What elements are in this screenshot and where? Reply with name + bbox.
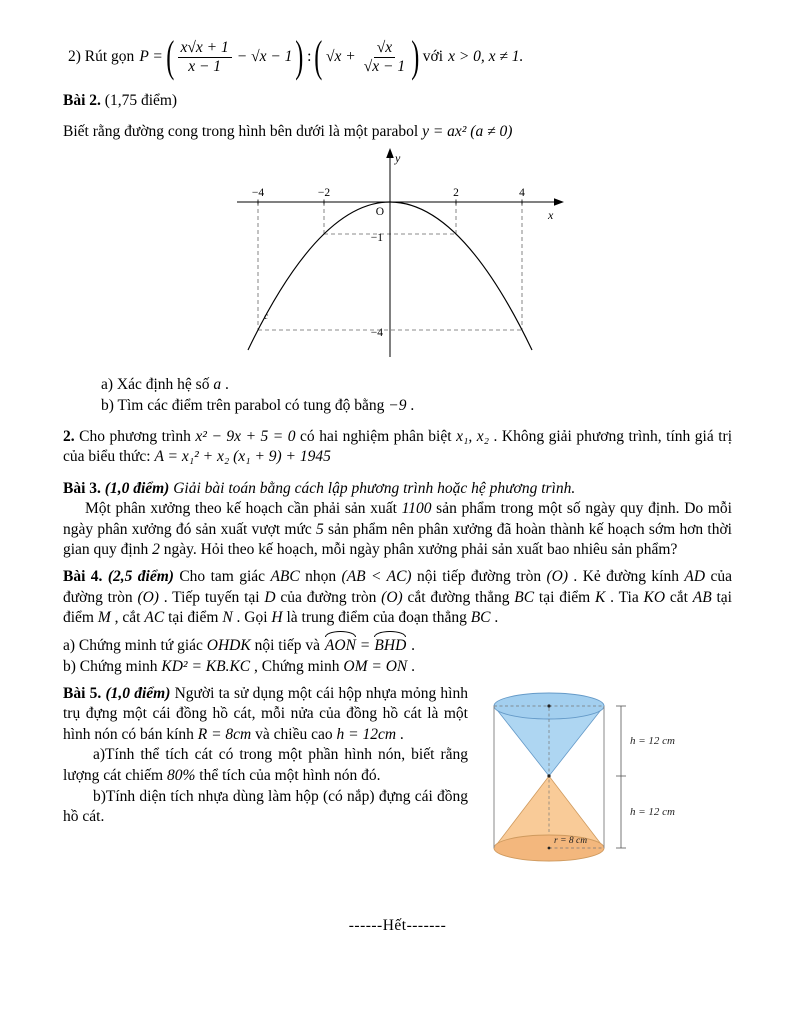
sqrt-plus-term: √x + [326,48,356,65]
hourglass-figure [484,686,694,883]
text-run: sản phẩm trong một số ngày quy định. Do mỗi ngày phân xưởng đó sản xuất vượt mức [63,500,732,538]
text-run: OHDK [206,636,251,654]
text-run: BHD [373,635,407,656]
text-run: M [97,609,111,627]
height-label-top: h = 12 cm [630,734,675,747]
text-run: . [406,397,415,415]
minus-sqrt-term: − √x − 1 [236,48,293,65]
x-tick-label: 4 [519,186,525,199]
fraction-2-denominator: √x − 1 [363,57,406,75]
text-run: có hai nghiệm phân biệt [295,427,457,445]
text-run: . [221,375,229,393]
bai2-part-b [101,395,732,416]
hourglass-diagram [484,686,694,878]
bottom-center-dot [548,846,551,849]
x-tick-label: 2 [453,186,459,199]
text-run: OM = ON [343,658,408,676]
text-run: . Tiếp tuyến tại [158,588,265,606]
text-run: của đường tròn [275,588,382,606]
text-run: . Gọi [232,609,272,627]
fraction-1 [178,39,232,76]
text-run: Bài 3. [63,479,105,497]
text-run: cắt đường thẳng [402,588,515,606]
text-run: (1,0 điểm) [104,479,174,497]
text-run: (O) [137,588,159,606]
text-run: ngày. Hỏi theo kế hoạch, mỗi ngày phân xưởng phải sản xuất bao nhiêu sản phẩm? [159,541,678,559]
text-run: nội tiếp đường tròn [411,567,547,585]
text-run: KD² = KB.KC [161,658,251,676]
text-run: . [396,725,404,743]
text-run: −9 [388,397,407,415]
problem-simplify-expression [68,30,732,84]
text-run: , cắt [110,609,145,627]
simplify-prefix: 2) Rút gọn [68,48,135,65]
text-run: b) Tìm các điểm trên parabol có tung độ bằng [101,397,389,415]
text-run: 2 [152,541,160,559]
text-run: . [407,636,416,654]
x-tick-label: −2 [317,186,331,199]
close-paren: ) [411,32,420,82]
text-run: h = 12cm [336,725,397,743]
text-run: (O) [381,588,403,606]
radius-label: r = 8 cm [554,835,588,846]
end-marker: ------Hết------- [348,916,447,934]
text-run: b) Chứng minh [63,658,162,676]
parabola-figure [225,147,570,366]
text-run: R = 8cm [197,725,252,743]
text-run: N [222,609,233,627]
text-run: AD [684,567,706,585]
x-axis-label: x [548,207,554,222]
formula-p-equals: P = [139,48,163,65]
text-run: H [271,609,283,627]
dimension-lines [616,706,626,848]
text-run: nội tiếp và [250,636,324,654]
text-run: sản phẩm nên phân xưởng đã hoàn thành kế hoạch sớm hơn thời gian quy định [63,520,732,559]
close-paren: ) [295,32,304,82]
fraction-1-numerator: x√x + 1 [178,39,232,58]
text-run: tại điểm [164,609,223,627]
text-run: BC [470,609,491,627]
text-run: Người ta sử dụng một cái hộp nhựa mỏng hình trụ đựng một cái đồng hồ cát, mỗi nửa của đồng hồ cát là một hình nón có bán kính [63,684,468,743]
text-run: tại điểm [534,588,596,606]
text-run: . Kẻ đường kính [568,567,685,585]
text-run: KO [643,588,666,606]
text-run: Một phân xưởng theo kế hoạch cần phải sản xuất [85,500,402,518]
text-run: của đường tròn [63,567,732,606]
text-run: tại điểm [63,588,732,627]
bai2-heading [63,90,732,111]
bai4-body [63,567,732,629]
text-run: a [213,375,222,393]
text-run: (2,5 điểm) [107,567,180,585]
text-run: b)Tính diện tích nhựa dùng làm hộp (có nắp) đựng cái đồng hồ cát. [63,787,468,826]
condition-math: x > 0, x ≠ 1. [448,48,524,65]
origin-label: O [375,205,384,218]
text-run: . [490,609,499,627]
bai2-question-2 [63,427,732,468]
apex-dot [547,774,550,777]
y-tick-label: −1 [370,231,383,244]
bai4-part-a [63,635,732,656]
text-run: 5 [316,520,324,538]
text-run: 80% [166,766,196,784]
text-run: BC [514,588,535,606]
text-run: . [407,658,415,676]
y-tick-label: −4 [370,326,383,339]
height-label-bottom: h = 12 cm [630,805,675,818]
bai5-section [63,684,732,887]
division-colon: : [307,48,312,65]
text-run: Cho tam giác [179,567,271,585]
bai3-heading [63,478,732,499]
text-run: AC [144,609,165,627]
text-run: x² − 9x + 5 = 0 [195,427,296,445]
text-run: Biết rằng đường cong trong hình bên dưới là một parabol [63,123,423,141]
text-run: D [264,588,276,606]
text-run: 2. [63,427,80,445]
top-center-dot [547,704,550,707]
text-run: K [595,588,606,606]
text-run: . Tia [605,588,644,606]
text-run: Giải bài toán bằng cách lập phương trình hoặc hệ phương trình. [173,479,576,497]
curve-label: c [264,311,269,322]
x-axis-arrow [554,198,564,206]
text-run: Bài 5. [63,684,106,702]
text-run: , Chứng minh [250,658,344,676]
x-tick-label: −4 [251,186,265,199]
text-run: 1100 [401,500,437,518]
text-run: AB [692,588,712,606]
fraction-1-denominator: x − 1 [188,57,222,75]
bai2-part-a [101,374,732,395]
text-run: ABC [270,567,300,585]
bai2-intro [63,121,732,142]
text-run: y = ax² (a ≠ 0) [422,123,513,141]
parabola-graph [225,147,570,361]
text-run: A = x₁² + x₂ (x₁ + 9) + 1945 [154,448,331,466]
text-run: a) Chứng minh tứ giác [63,636,207,654]
text-run: (O) [546,567,569,585]
y-axis-label: y [395,150,401,165]
text-run: = [356,636,374,654]
text-run: thể tích của một hình nón đó. [195,766,381,784]
text-run: cắt [665,588,693,606]
text-run: Bài 4. [63,567,108,585]
open-paren: ( [166,32,175,82]
text-run: a)Tính thể tích cát có trong một phần hình nón, biết rằng lượng cát chiếm [63,746,468,784]
text-run: (1,0 điểm) [105,684,175,702]
text-run: a) Xác định hệ số [101,375,214,393]
bai3-body [63,499,732,561]
text-run: x₁, x₂ [456,427,489,445]
fraction-2-numerator: √x [374,39,395,58]
y-axis-arrow [386,148,394,158]
fraction-2 [361,39,408,76]
open-paren: ( [314,32,323,82]
text-run: (AB < AC) [341,567,412,585]
text-run: Bài 2. [63,92,101,109]
bai4-part-b [63,656,732,677]
text-run: là trung điểm của đoạn thẳng [282,609,471,627]
text-run: AON [324,635,357,656]
text-run: (1,75 điểm) [100,92,178,109]
text-run: và chiều cao [251,725,337,743]
condition-prefix: với [422,48,444,65]
text-run: nhọn [299,567,342,585]
text-run: . Không giải phương trình, tính giá trị của biểu thức: [63,427,732,466]
text-run: Cho phương trình [79,427,196,445]
